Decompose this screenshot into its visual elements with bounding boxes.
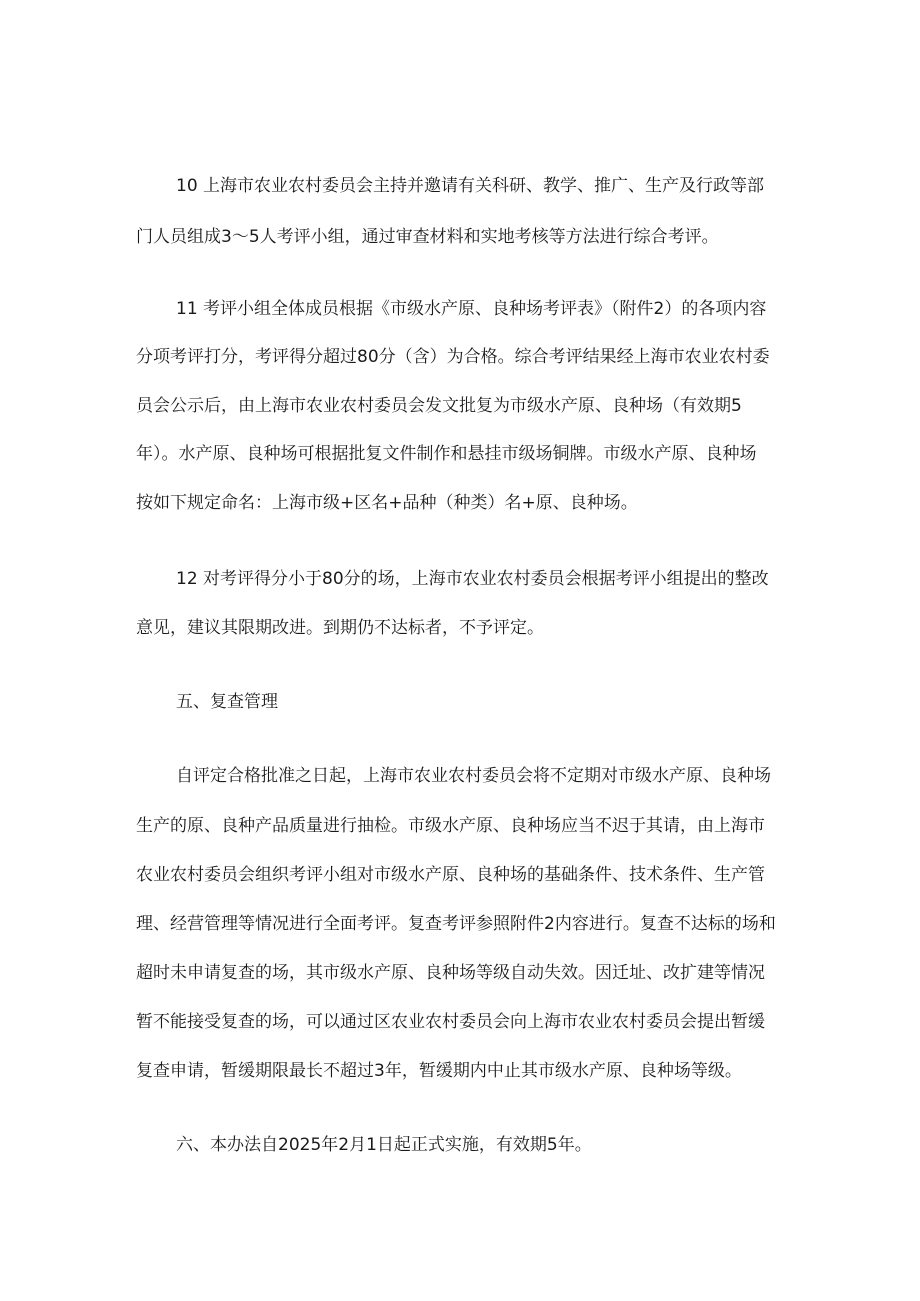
review-paragraph-line-6: 暂不能接受复查的场，可以通过区农业农村委员会向上海市农业农村委员会提出暂缓 [136,1012,765,1032]
paragraph-11-line-1: 11 考评小组全体成员根据《市级水产原、良种场考评表》（附件2）的各项内容 [176,299,767,319]
review-paragraph-line-1: 自评定合格批准之日起，上海市农业农村委员会将不定期对市级水产原、良种场 [176,766,771,786]
paragraph-11-line-5: 按如下规定命名：上海市级+区名+品种（种类）名+原、良种场。 [136,493,638,513]
review-paragraph-line-4: 理、经营管理等情况进行全面考评。复查考评参照附件2内容进行。复查不达标的场和 [136,914,776,934]
section-heading-effective-date: 六、本办法自2025年2月1日起正式实施，有效期5年。 [176,1135,592,1155]
review-paragraph-line-7: 复查申请，暂缓期限最长不超过3年，暂缓期内中止其市级水产原、良种场等级。 [136,1061,742,1081]
paragraph-12-line-1: 12 对考评得分小于80分的场，上海市农业农村委员会根据考评小组提出的整改 [176,569,769,589]
review-paragraph-line-5: 超时未申请复查的场，其市级水产原、良种场等级自动失效。因迁址、改扩建等情况 [136,963,765,983]
review-paragraph-line-2: 生产的原、良种产品质量进行抽检。市级水产原、良种场应当不迟于其请，由上海市 [136,816,765,836]
review-paragraph-line-3: 农业农村委员会组织考评小组对市级水产原、良种场的基础条件、技术条件、生产管 [136,865,765,885]
paragraph-11-line-3: 员会公示后，由上海市农业农村委员会发文批复为市级水产原、良种场（有效期5 [136,396,742,416]
paragraph-12-line-2: 意见，建议其限期改进。到期仍不达标者，不予评定。 [136,618,544,638]
paragraph-11-line-2: 分项考评打分，考评得分超过80分（含）为合格。综合考评结果经上海市农业农村委 [136,347,770,367]
paragraph-10-line-1: 10 上海市农业农村委员会主持并邀请有关科研、教学、推广、生产及行政等部 [176,176,765,196]
paragraph-11-line-4: 年）。水产原、良种场可根据批复文件制作和悬挂市级场铜牌。市级水产原、良种场 [136,444,757,464]
paragraph-10-line-2: 门人员组成3～5人考评小组，通过审查材料和实地考核等方法进行综合考评。 [136,227,719,247]
section-heading-review: 五、复查管理 [176,692,278,712]
